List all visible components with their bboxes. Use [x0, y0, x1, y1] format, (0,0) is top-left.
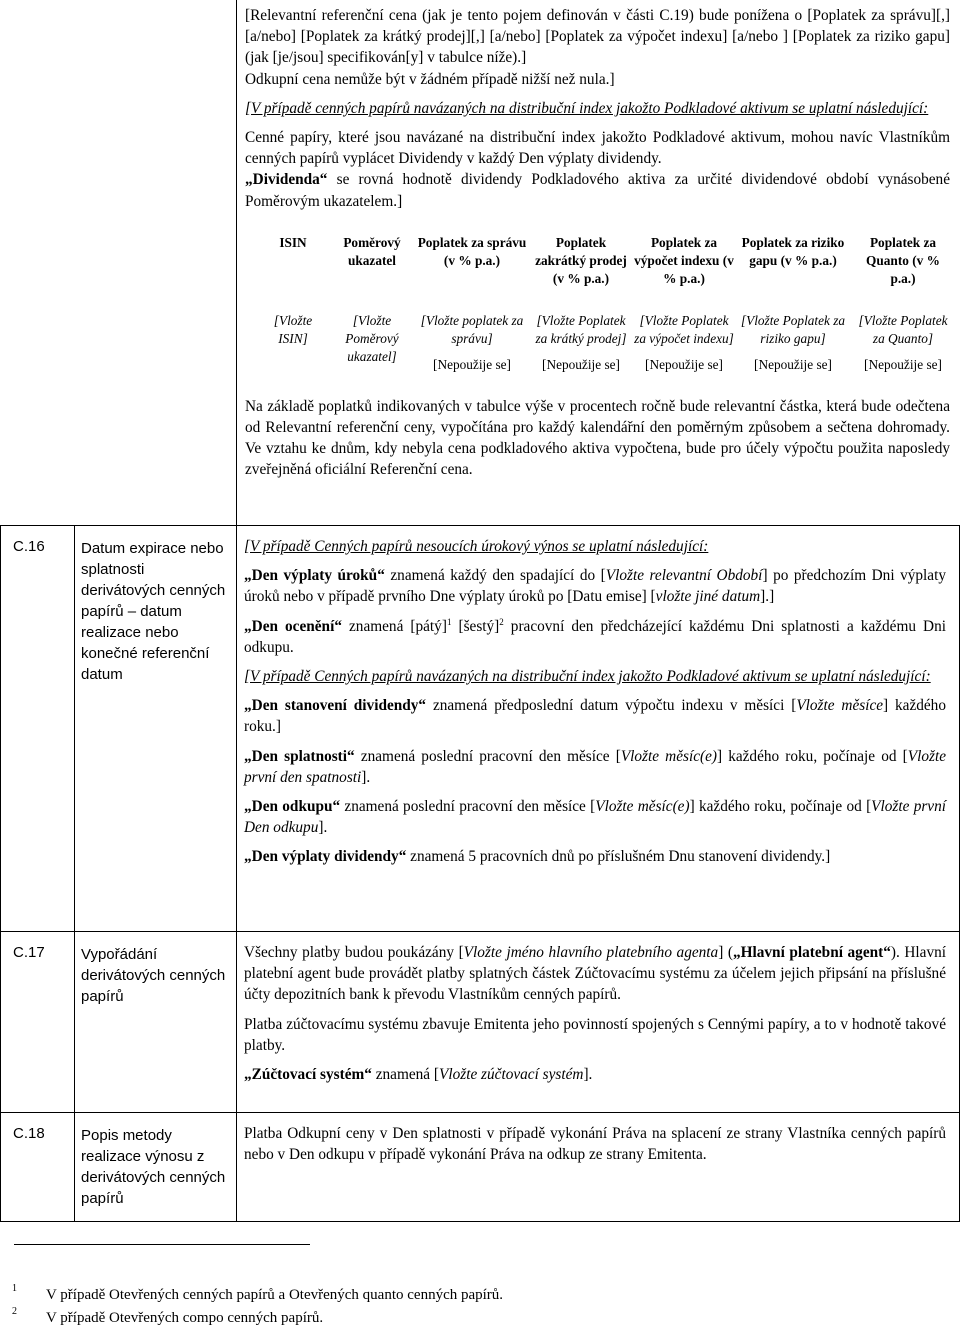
table-cell-placeholder: [Vložte Poplatek za krátký prodej]: [535, 312, 627, 346]
section-content: [244, 536, 946, 868]
redemption-price-line: Odkupní cena nemůže být v žádném případě nižší než nula.]: [245, 70, 615, 88]
distribution-index-intro: [245, 98, 950, 119]
table-cell-not-applicable: [Nepoužije se]: [542, 356, 620, 372]
section-code: C.18: [13, 1125, 45, 1142]
table-cell: [413, 312, 531, 374]
text: ] každého roku, počínaje od [: [716, 747, 908, 765]
defined-term: „Den odkupu“: [244, 798, 341, 816]
table-cell: [331, 312, 413, 374]
fee-reduction-paragraph: [Relevantní referenční cena (jak je tento pojem definován v části C.19) bude ponížena o [Poplatek za správu][,] [a/nebo] [Poplatek za krátký prodej][,] [a/nebo] [Poplatek za výpočet indexu] [a/nebo ] [Poplatek za riziko gapu] (jak [je/jsou] specifikován[y] v tabulce níže).]: [245, 7, 950, 67]
placeholder: Vložte zúčtovací systém: [439, 1066, 584, 1084]
text: ].: [583, 1066, 593, 1084]
text: ].]: [760, 588, 775, 606]
section-c16: [0, 525, 960, 932]
footnote-number: 2: [12, 1306, 17, 1317]
text: ] po předchozím Dni výplaty úroků nebo v případě prvního Dne výplaty úroků po [Datu emise] [: [244, 567, 946, 606]
table-header-gap-risk-fee: Poplatek za riziko gapu (v % p.a.): [741, 234, 845, 268]
placeholder: vložte jiné datum: [655, 588, 761, 606]
defined-term: „Den výplaty úroků“: [244, 567, 385, 585]
discharge-paragraph: Platba zúčtovacímu systému zbavuje Emitenta jeho povinností spojených s Cennými papíry, a to v hodnotě takové platby.: [244, 1015, 946, 1054]
table-cell-placeholder: [Vložte Poplatek za riziko gapu]: [740, 312, 846, 346]
section-title: Vypořádání derivátových cenných papírů: [81, 946, 226, 1005]
text: znamená předposlední datum výpočtu indexu v měsíci [: [426, 697, 797, 715]
table-cell: [849, 312, 957, 374]
text: ].: [318, 819, 328, 837]
table-cell-not-applicable: [Nepoužije se]: [433, 356, 511, 372]
fee-table: [255, 234, 957, 374]
table-header-isin: ISIN: [279, 234, 307, 250]
placeholder: Vložte měsíc(e): [620, 747, 717, 765]
table-cell: [255, 312, 331, 374]
text: znamená [pátý]: [341, 617, 447, 635]
placeholder: Vložte měsíce: [796, 697, 884, 715]
table-header-index-calc-fee: Poplatek za výpočet indexu (v % p.a.): [634, 234, 734, 286]
interest-intro: [244, 536, 946, 557]
section-content: [244, 1123, 946, 1165]
table-header-ratio: Poměrový ukazatel: [343, 234, 401, 268]
redemption-payment-paragraph: Platba Odkupní ceny v Den splatnosti v případě vykonání Práva na splacení ze strany Vlastníka cenných papírů nebo v Den odkupu v případě vykonání Práva na odkup ze strany Emitenta.: [244, 1125, 946, 1164]
footnote-text: V případě Otevřených compo cenných papírů.: [46, 1310, 324, 1326]
valuation-date-def: [244, 616, 946, 658]
placeholder: Vložte první den spatnosti: [244, 747, 946, 786]
text: znamená 5 pracovních dnů po příslušném Dnu stanovení dividendy.]: [406, 848, 831, 866]
defined-term: „Den ocenění“: [244, 617, 342, 635]
text: ] každého roku.]: [244, 697, 946, 736]
table-header-quanto-fee: Poplatek za Quanto (v % p.a.): [866, 234, 940, 286]
distribution-index-intro-text: [V případě cenných papírů navázaných na distribuční index jakožto Podkladové aktivum se uplatní následující:: [245, 99, 929, 117]
dividend-term: „Dividenda“: [245, 171, 328, 189]
section-code: C.16: [13, 538, 45, 555]
defined-term: „Zúčtovací systém“: [244, 1066, 372, 1084]
interest-intro-text: [V případě Cenných papírů nesoucích úrokový výnos se uplatní následující:: [244, 538, 709, 555]
footnote-ref: 1: [446, 616, 452, 627]
distribution-paragraph-1: Cenné papíry, které jsou navázané na distribuční index jakožto Podkladové aktivum, mohou navíc Vlastníkům cenných papírů vyplácet Dividendy v každý Den výplaty dividendy.: [245, 129, 950, 168]
dividend-determination-date-def: [244, 695, 946, 737]
top-continuation-cell: [236, 0, 960, 525]
redemption-date-def: [244, 796, 946, 838]
section-content: [244, 942, 946, 1085]
table-cell: [531, 312, 631, 374]
section-code: C.17: [13, 944, 45, 961]
defined-term: „Hlavní platební agent“: [732, 944, 891, 961]
maturity-date-def: [244, 746, 946, 788]
text: Všechny platby budou poukázány [: [244, 944, 464, 961]
section-c17: [0, 931, 960, 1113]
interest-payment-date-def: [244, 565, 946, 607]
table-cell-not-applicable: [Nepoužije se]: [645, 356, 723, 372]
text: ] každého roku, počínaje od [: [689, 798, 872, 816]
placeholder: Vložte jméno hlavního platebního agenta: [463, 944, 719, 961]
table-cell-placeholder: [Vložte Poměrový ukazatel]: [345, 312, 399, 364]
table-cell-not-applicable: [Nepoužije se]: [864, 356, 942, 372]
table-header-short-sale-fee: Poplatek zakrátký prodej (v % p.a.): [535, 234, 627, 286]
table-header-management-fee: Poplatek za správu (v % p.a.): [417, 234, 527, 268]
text: ].: [361, 768, 371, 786]
text: znamená [: [371, 1066, 439, 1084]
table-cell-placeholder: [Vložte ISIN]: [273, 312, 313, 346]
footnote-ref: 2: [499, 616, 504, 627]
table-cell: [631, 312, 737, 374]
defined-term: „Den výplaty dividendy“: [244, 848, 407, 866]
footnote-separator: [14, 1244, 310, 1245]
table-cell: [737, 312, 849, 374]
fee-table-row: [255, 312, 957, 374]
after-table-paragraph: Na základě poplatků indikovaných v tabulce výše v procentech ročně bude relevantní částka, která bude odečtena od Relevantní referenční ceny, vypočítána pro každý kalendářní den poměrným způsobem a sečtena dohromady. Ve vztahu ke dnům, kdy nebyla cena podkladového aktiva vypočtena, bude pro účely výpočtu použita naposledy zveřejněná oficiální Referenční cena.: [245, 397, 950, 479]
text: ). Hlavní platební agent bude provádět platby splatných částek Zúčtovacímu systému za účelem jejich připsání na příslušné účty depozitních bank k převodu Vlastníkům cenných papírů.: [244, 944, 947, 1004]
footnote-number: 1: [12, 1283, 17, 1294]
payments-paragraph: [244, 942, 946, 1006]
text: znamená poslední pracovní den měsíce [: [340, 798, 596, 816]
distribution-paragraph-2: [245, 169, 950, 211]
text: ] (: [718, 944, 733, 961]
fee-table-header-row: [255, 234, 957, 312]
defined-term: „Den splatnosti“: [244, 747, 355, 765]
text: znamená poslední pracovní den měsíce [: [354, 747, 621, 765]
table-cell-placeholder: [Vložte poplatek za správu]: [420, 312, 524, 346]
table-cell-placeholder: [Vložte Poplatek za Quanto]: [858, 312, 948, 346]
table-cell-not-applicable: [Nepoužije se]: [754, 356, 832, 372]
c16-distribution-intro: [244, 666, 946, 687]
dividend-definition: se rovná hodnotě dividendy Podkladového aktiva za určité dividendové období vynásobené Poměrovým ukazatelem.]: [245, 171, 950, 210]
text: [šestý]: [451, 617, 500, 635]
defined-term: „Den stanovení dividendy“: [244, 697, 427, 715]
section-title: Popis metody realizace výnosu z derivátových cenných papírů: [81, 1127, 226, 1207]
clearing-system-def: [244, 1064, 946, 1085]
table-cell-placeholder: [Vložte Poplatek za výpočet indexu]: [634, 312, 734, 346]
placeholder: Vložte první Den odkupu: [244, 798, 946, 837]
text: znamená každý den spadající do [: [384, 567, 606, 585]
distribution-intro-text: [V případě Cenných papírů navázaných na distribuční index jakožto Podkladové aktivum se uplatní následující:: [244, 668, 931, 686]
text: pracovní den předcházející každému Dni splatnosti a každému Dni odkupu.: [244, 617, 947, 656]
placeholder: Vložte relevantní Období: [605, 567, 763, 585]
footnote-text: V případě Otevřených cenných papírů a Otevřených quanto cenných papírů.: [46, 1287, 504, 1303]
section-c18: [0, 1112, 960, 1222]
dividend-payment-date-def: [244, 846, 946, 867]
section-title: Datum expirace nebo splatnosti derivátových cenných papírů – datum realizace nebo konečné referenční datum: [81, 540, 226, 683]
placeholder: Vložte měsíc(e): [595, 798, 690, 816]
